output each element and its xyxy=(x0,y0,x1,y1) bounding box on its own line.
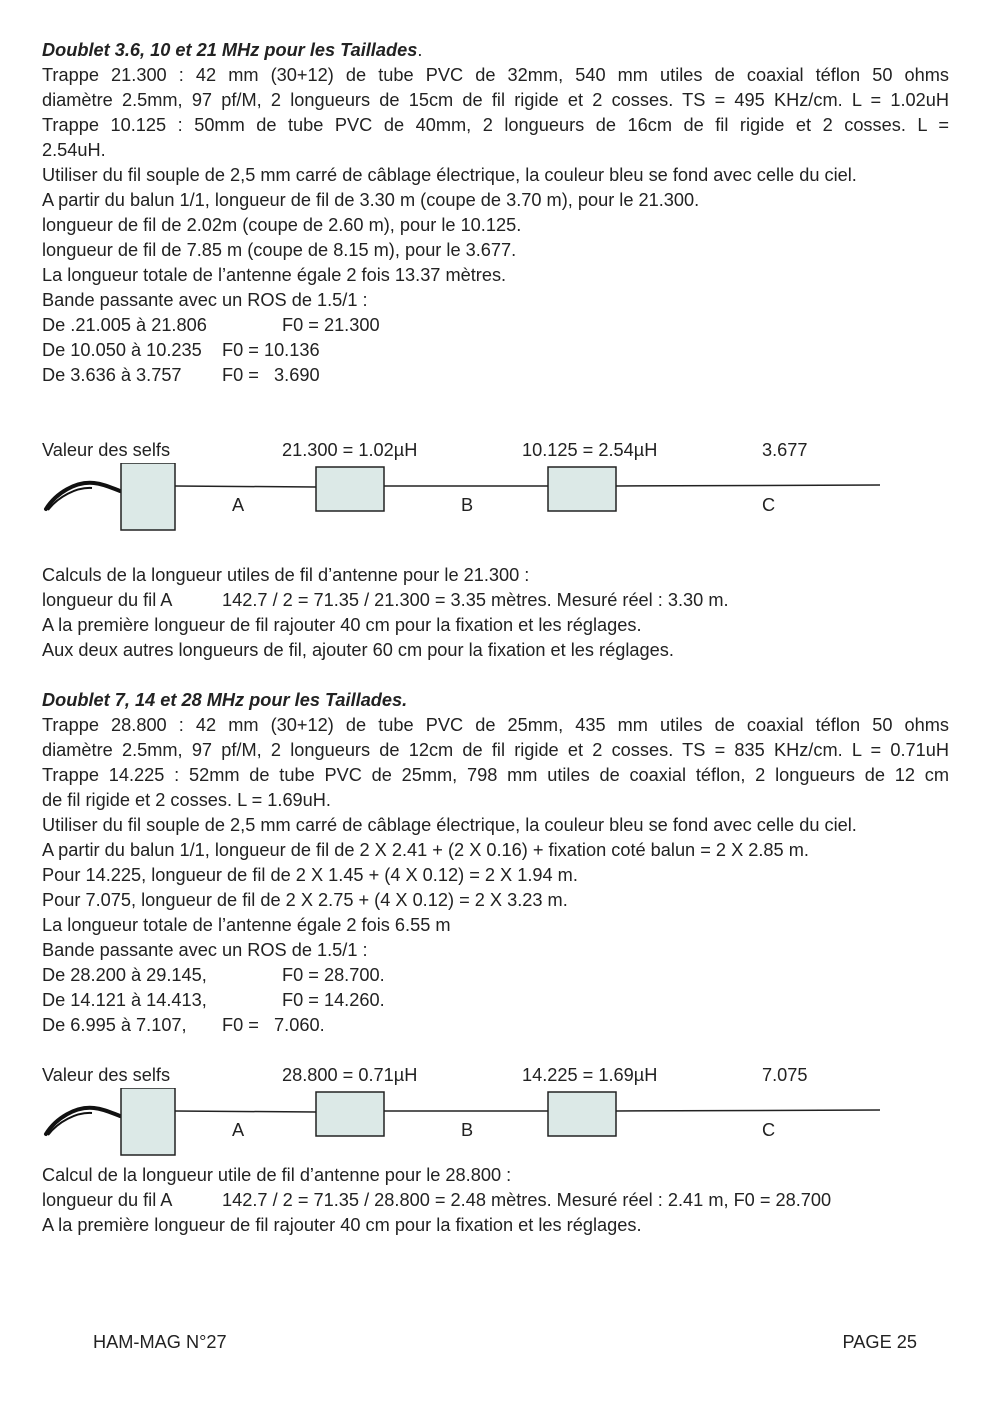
calc-row: longueur du fil A 142.7 / 2 = 71.35 / 28.800 = 2.48 mètres. Mesuré réel : 2.41 m, F0 = 28.700 xyxy=(42,1190,832,1210)
magazine-issue: HAM-MAG N°27 xyxy=(93,1332,227,1352)
length-line: A partir du balun 1/1, longueur de fil de 2 X 2.41 + (2 X 0.16) + fixation coté balun = 2 X 2.85 m. xyxy=(42,840,809,860)
article-body xyxy=(42,38,949,1238)
band-row: De 10.050 à 10.235 F0 = 10.136 xyxy=(42,340,320,360)
wire-note: Utiliser du fil souple de 2,5 mm carré de câblage électrique, la couleur bleu se fond avec celle du ciel. xyxy=(42,815,857,835)
self-value: 28.800 = 0.71µH xyxy=(282,1065,418,1085)
note-line: Aux deux autres longueurs de fil, ajouter 60 cm pour la fixation et les réglages. xyxy=(42,640,674,660)
self-value: 7.075 xyxy=(762,1065,808,1085)
calc-title: Calculs de la longueur utiles de fil d’antenne pour le 21.300 : xyxy=(42,565,530,585)
antenna-diagram xyxy=(42,1088,949,1163)
note-line: A la première longueur de fil rajouter 40 cm pour la fixation et les réglages. xyxy=(42,1215,642,1235)
length-line: longueur de fil de 7.85 m (coupe de 8.15 m), pour le 3.677. xyxy=(42,240,517,260)
selfs-label: Valeur des selfs xyxy=(42,440,171,460)
self-value: 14.225 = 1.69µH xyxy=(522,1065,658,1085)
selfs-label: Valeur des selfs xyxy=(42,1065,171,1085)
band-row: De 3.636 à 3.757 F0 = 3.690 xyxy=(42,365,320,385)
antenna-schematic xyxy=(42,1088,949,1163)
length-line: Pour 7.075, longueur de fil de 2 X 2.75 + (4 X 0.12) = 2 X 3.23 m. xyxy=(42,890,568,910)
antenna-schematic xyxy=(42,463,949,538)
self-value: 10.125 = 2.54µH xyxy=(522,440,658,460)
trap-line: diamètre 2.5mm, 97 pf/M, 2 longueurs de 12cm de fil rigide et 2 cosses. TS = 835 KHz/cm. L = 0.71uH xyxy=(42,740,949,760)
trap-line: Trappe 14.225 : 52mm de tube PVC de 25mm, 798 mm utiles de coaxial téflon, 2 longueurs de 12 cm xyxy=(42,765,949,785)
antenna-diagram xyxy=(42,463,949,538)
trap-line: Trappe 28.800 : 42 mm (30+12) de tube PVC de 25mm, 435 mm utiles de coaxial téflon 50 ohms xyxy=(42,715,949,735)
page-number: PAGE 25 xyxy=(842,1332,917,1352)
band-row: De .21.005 à 21.806 F0 = 21.300 xyxy=(42,315,380,335)
band-row: De 14.121 à 14.413, F0 = 14.260. xyxy=(42,990,385,1010)
section-title: Doublet 7, 14 et 28 MHz pour les Taillades. xyxy=(42,690,408,710)
wire-label-a: A xyxy=(232,1120,245,1140)
total-length: La longueur totale de l’antenne égale 2 fois 13.37 mètres. xyxy=(42,265,507,285)
self-value: 3.677 xyxy=(762,440,808,460)
wire-label-c: C xyxy=(762,1120,776,1140)
self-value: 21.300 = 1.02µH xyxy=(282,440,418,460)
trap-line: de fil rigide et 2 cosses. L = 1.69uH. xyxy=(42,790,331,810)
band-row: De 28.200 à 29.145, F0 = 28.700. xyxy=(42,965,385,985)
trap-line: Trappe 21.300 : 42 mm (30+12) de tube PVC de 32mm, 540 mm utiles de coaxial téflon 50 ohms xyxy=(42,65,949,85)
bandwidth-title: Bande passante avec un ROS de 1.5/1 : xyxy=(42,290,368,310)
note-line: A la première longueur de fil rajouter 40 cm pour la fixation et les réglages. xyxy=(42,615,642,635)
wire-label-a: A xyxy=(232,495,245,515)
self-values-row xyxy=(42,1063,949,1088)
length-line: A partir du balun 1/1, longueur de fil de 3.30 m (coupe de 3.70 m), pour le 21.300. xyxy=(42,190,700,210)
trap-line: diamètre 2.5mm, 97 pf/M, 2 longueurs de 15cm de fil rigide et 2 cosses. TS = 495 KHz/cm. L = 1.02uH xyxy=(42,90,949,110)
trap-line: Trappe 10.125 : 50mm de tube PVC de 40mm, 2 longueurs de 16cm de fil rigide et 2 cosses. L = xyxy=(42,115,949,135)
calc-title: Calcul de la longueur utile de fil d’antenne pour le 28.800 : xyxy=(42,1165,512,1185)
wire-label-b: B xyxy=(461,1120,474,1140)
wire-note: Utiliser du fil souple de 2,5 mm carré de câblage électrique, la couleur bleu se fond avec celle du ciel. xyxy=(42,165,857,185)
section-title: Doublet 3.6, 10 et 21 MHz pour les Taillades. xyxy=(42,40,423,60)
bandwidth-title: Bande passante avec un ROS de 1.5/1 : xyxy=(42,940,368,960)
length-line: Pour 14.225, longueur de fil de 2 X 1.45 + (4 X 0.12) = 2 X 1.94 m. xyxy=(42,865,578,885)
total-length: La longueur totale de l’antenne égale 2 fois 6.55 m xyxy=(42,915,451,935)
trap-line: 2.54uH. xyxy=(42,140,106,160)
wire-label-b: B xyxy=(461,495,474,515)
length-line: longueur de fil de 2.02m (coupe de 2.60 m), pour le 10.125. xyxy=(42,215,522,235)
self-values-row xyxy=(42,438,949,463)
band-row: De 6.995 à 7.107, F0 = 7.060. xyxy=(42,1015,325,1035)
calc-row: longueur du fil A 142.7 / 2 = 71.35 / 21.300 = 3.35 mètres. Mesuré réel : 3.30 m. xyxy=(42,590,729,610)
wire-label-c: C xyxy=(762,495,776,515)
